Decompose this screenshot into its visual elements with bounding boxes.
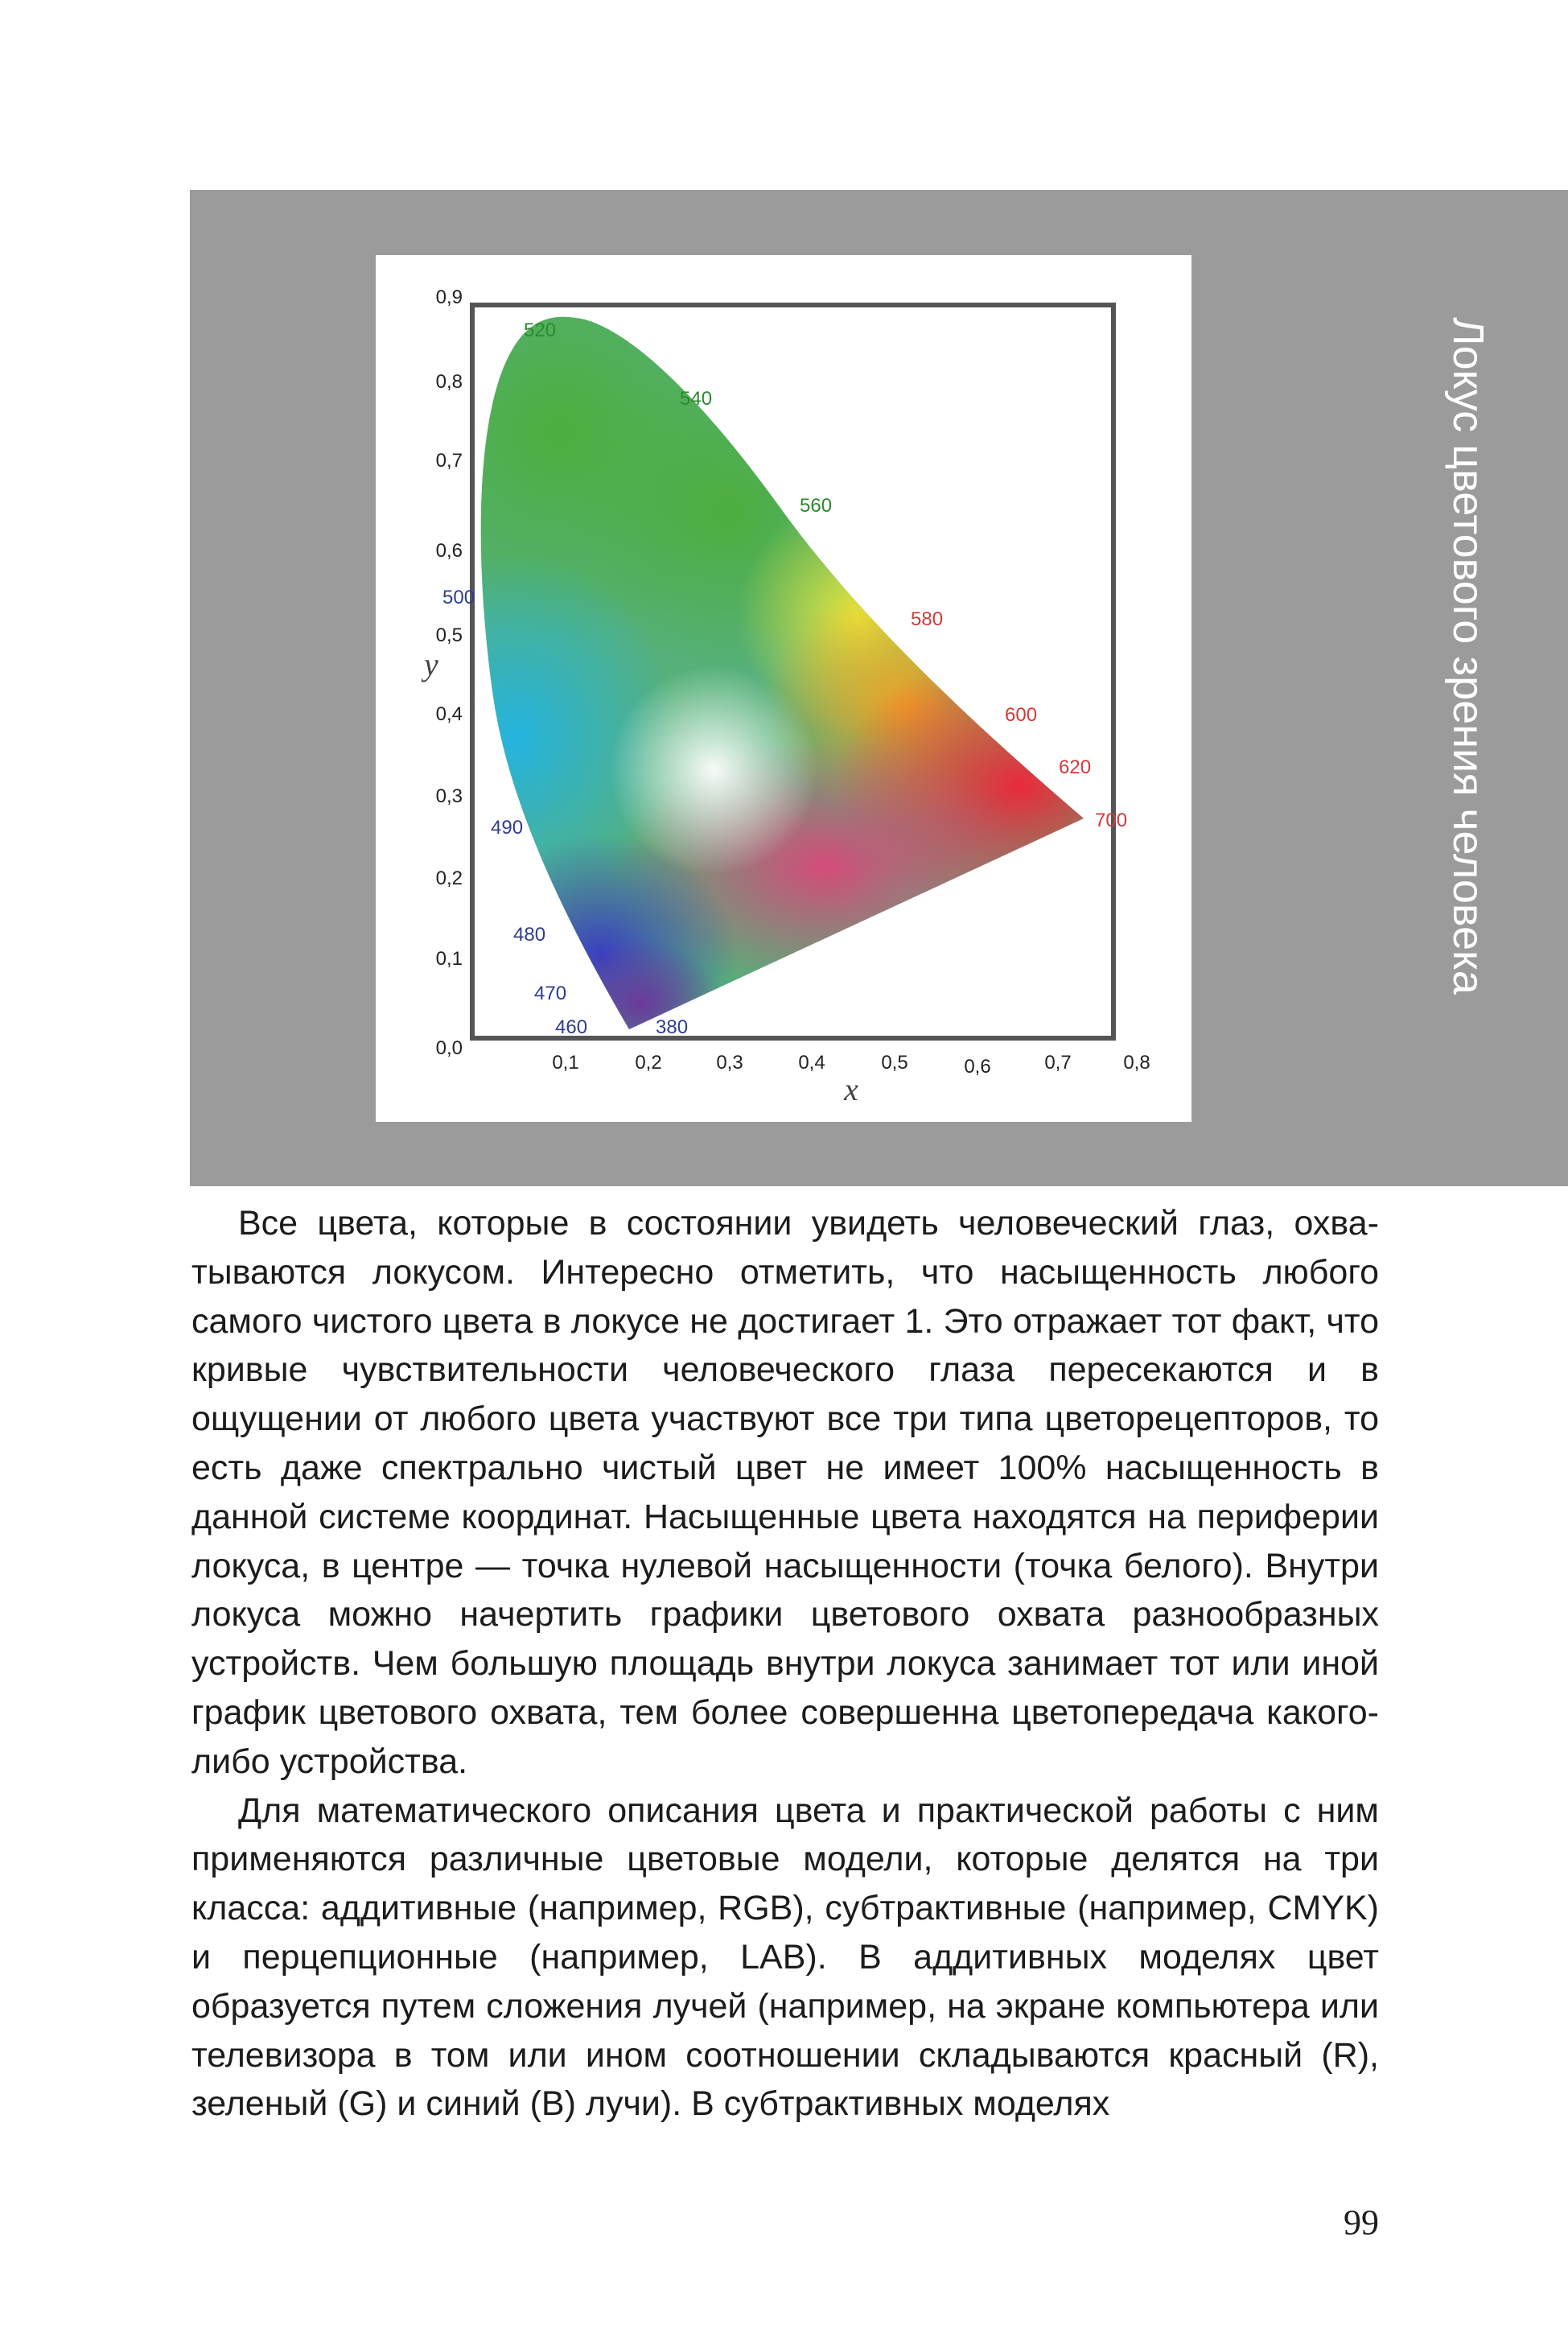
x-tick: 0,3 — [716, 1052, 743, 1074]
y-tick: 0,4 — [435, 703, 463, 725]
wavelength-label: 470 — [534, 983, 567, 1004]
x-tick: 0,1 — [552, 1052, 579, 1074]
wavelength-label: 540 — [680, 388, 713, 410]
wavelength-label: 520 — [524, 319, 557, 341]
y-tick: 0,8 — [435, 371, 463, 393]
x-tick: 0,2 — [635, 1052, 662, 1074]
paragraph: Все цвета, которые в состоянии увидеть человеческий глаз, охватываются локусом. Интересно отметить, что насыщенность любого самого чистого цвета в локусе не достигает 1. Это отражает тот факт, что кривые чувствительности человеческого глаза пересекаются и в ощущении от любого цвета участвуют все три типа цветорецепторов, то есть даже спектрально чистый цвет не имеет 100% насыщенность в данной системе координат. Насыщенные цвета находятся на периферии локуса, в центре — точка нулевой насыщенности (точка белого). Внутри локуса можно начертить графики цветового охвата разнообразных устройств. Чем большую площадь внутри локуса занимает тот или иной график цветового охвата, тем более совершенна цветопередача какого-либо устройства. — [191, 1204, 1379, 1781]
wavelength-label: 620 — [1059, 756, 1092, 778]
x-tick: 0,5 — [881, 1052, 908, 1074]
wavelength-label: 580 — [911, 608, 944, 630]
wavelength-label: 560 — [800, 495, 833, 517]
wavelength-label: 490 — [491, 817, 524, 839]
wavelength-label: 460 — [555, 1016, 588, 1038]
cie-diagram-svg — [376, 255, 1191, 1122]
x-tick: 0,7 — [1044, 1052, 1072, 1074]
y-tick: 0,0 — [435, 1037, 463, 1059]
body-text — [191, 1199, 1379, 2129]
y-tick: 0,2 — [435, 868, 463, 889]
wavelength-label: 600 — [1005, 704, 1038, 726]
y-tick: 0,5 — [435, 625, 463, 646]
y-tick: 0,6 — [435, 540, 463, 562]
y-axis-label: y — [424, 646, 438, 682]
y-tick: 0,3 — [435, 785, 463, 807]
x-tick: 0,6 — [964, 1056, 991, 1078]
wavelength-label: 380 — [656, 1016, 689, 1038]
side-title-text: Локус цветового зрения человека — [1444, 317, 1493, 995]
side-title — [1416, 233, 1521, 1078]
page-number: 99 — [1344, 2203, 1379, 2242]
x-axis-label: x — [844, 1071, 858, 1107]
x-tick: 0,4 — [798, 1052, 825, 1074]
cie-chromaticity-diagram — [376, 255, 1191, 1122]
paragraph: Для математического описания цвета и практической работы с ним применяются различные цветовые модели, которые делятся на три класса: аддитивные (например, RGB), субтрактивные (например, CMYK) и перцепционные (например, LAB). В аддитивных моделях цвет образуется путем сложения лучей (например, на экране компьютера или телевизора в том или ином соотношении складываются красный (R), зеленый (G) и синий (B) лучи). В субтрактивных моделях — [191, 1791, 1379, 2124]
y-tick: 0,1 — [435, 948, 463, 970]
wavelength-label: 700 — [1095, 810, 1128, 831]
y-tick: 0,9 — [435, 286, 463, 308]
wavelength-label: 500 — [442, 587, 475, 608]
y-tick: 0,7 — [435, 450, 463, 472]
x-tick: 0,8 — [1123, 1052, 1150, 1074]
wavelength-label: 480 — [513, 924, 546, 946]
